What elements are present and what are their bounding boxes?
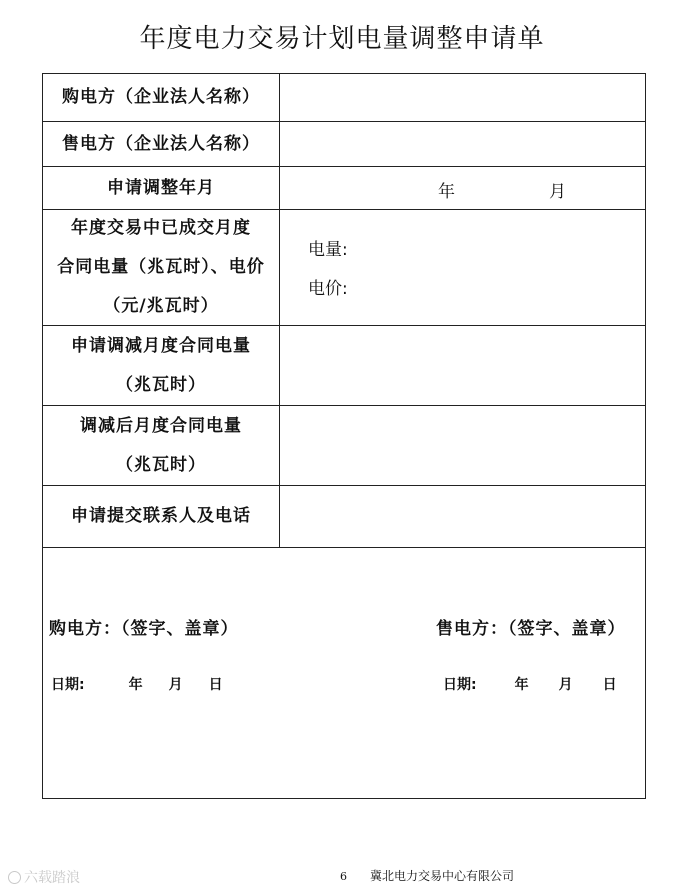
traded-label-line-3: （元/兆瓦时） <box>103 296 219 316</box>
traded-contract-label <box>43 210 280 325</box>
adjust-month-row <box>43 167 645 210</box>
traded-label-line-1: 年度交易中已成交月度 <box>71 218 251 238</box>
reduce-label-line-2: （兆瓦时） <box>116 374 206 395</box>
page-title: 年度电力交易计划电量调整申请单 <box>139 24 545 54</box>
after-reduce-row <box>43 406 645 486</box>
signature-area[interactable] <box>43 548 645 798</box>
buyer-date-month: 月 <box>168 677 183 693</box>
buyer-date-line <box>51 674 223 694</box>
price-label: 电价: <box>308 279 348 299</box>
after-reduce-label <box>43 406 280 485</box>
contact-field[interactable] <box>280 486 645 547</box>
buyer-date-day: 日 <box>208 677 223 693</box>
buyer-signature-label: 购电方：（签字、盖章） <box>49 619 239 639</box>
contact-row <box>43 486 645 548</box>
seller-row <box>43 122 645 167</box>
adjust-month-unit: 月 <box>549 182 566 202</box>
adjust-month-field[interactable] <box>280 167 645 209</box>
seller-label: 售电方（企业法人名称） <box>43 122 280 166</box>
seller-date-day: 日 <box>602 677 617 693</box>
after-reduce-field[interactable] <box>280 406 645 485</box>
contact-label: 申请提交联系人及电话 <box>43 486 280 547</box>
after-label-line-1: 调减后月度合同电量 <box>80 415 242 436</box>
traded-contract-field[interactable] <box>280 210 645 325</box>
footer-company: 冀北电力交易中心有限公司 <box>370 869 515 883</box>
reduce-label <box>43 326 280 405</box>
watermark <box>8 867 80 887</box>
seller-signature-label: 售电方：（签字、盖章） <box>436 619 626 639</box>
watermark-text: 六载踏浪 <box>24 870 80 886</box>
reduce-field[interactable] <box>280 326 645 405</box>
seller-date-month: 月 <box>558 677 573 693</box>
buyer-field[interactable] <box>280 74 645 121</box>
buyer-row <box>43 74 645 122</box>
seller-field[interactable] <box>280 122 645 166</box>
seller-date-year: 年 <box>514 677 529 693</box>
seller-date-line <box>443 674 617 694</box>
adjust-year-unit: 年 <box>438 182 455 202</box>
reduce-label-line-1: 申请调减月度合同电量 <box>71 335 251 356</box>
page-number: 6 <box>340 870 347 883</box>
quantity-label: 电量: <box>308 240 348 260</box>
traded-contract-row <box>43 210 645 326</box>
watermark-logo-icon <box>8 871 21 884</box>
adjust-month-label: 申请调整年月 <box>43 167 280 209</box>
after-label-line-2: （兆瓦时） <box>116 454 206 475</box>
seller-date-label: 日期: <box>443 677 477 693</box>
buyer-date-year: 年 <box>128 677 143 693</box>
application-form-table <box>42 73 646 799</box>
buyer-label: 购电方（企业法人名称） <box>43 74 280 121</box>
buyer-date-label: 日期: <box>51 677 85 693</box>
reduce-row <box>43 326 645 406</box>
traded-label-line-2: 合同电量（兆瓦时）、电价 <box>57 257 265 277</box>
